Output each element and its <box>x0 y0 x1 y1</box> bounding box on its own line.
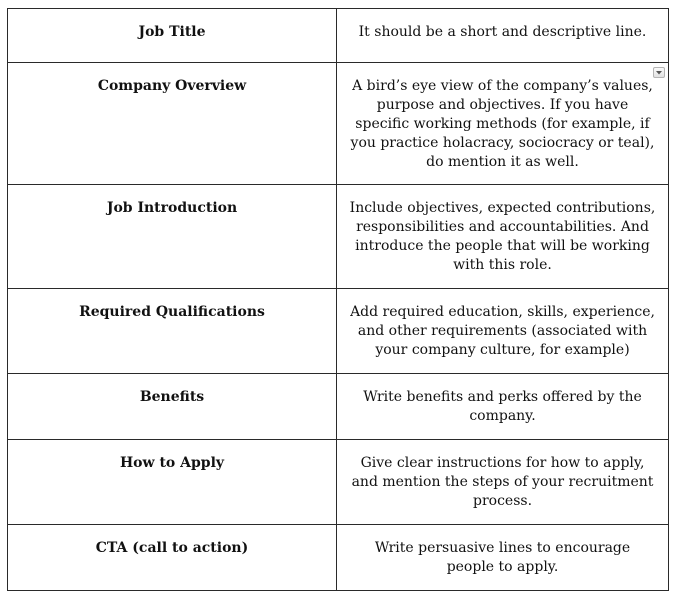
row-description-how-to-apply: Give clear instructions for how to apply, and mention the steps of your recruitment process. <box>337 440 669 525</box>
row-description-job-introduction: Include objectives, expected contributions, responsibilities and accountabilities. And introduce the people that will be working with this role. <box>337 185 669 289</box>
table-row <box>8 440 669 525</box>
row-description-benefits: Write benefits and perks offered by the company. <box>337 374 669 440</box>
chevron-down-icon <box>654 68 664 77</box>
row-description-company-overview-cell <box>337 63 669 185</box>
row-description-job-title: It should be a short and descriptive line. <box>337 9 669 63</box>
table-row <box>8 374 669 440</box>
row-description-required-qualifications: Add required education, skills, experience, and other requirements (associated with your company culture, for example) <box>337 289 669 374</box>
row-label-required-qualifications: Required Qualifications <box>8 289 337 374</box>
row-label-cta: CTA (call to action) <box>8 525 337 591</box>
row-description-company-overview: A bird’s eye view of the company’s values, purpose and objectives. If you have specific working methods (for example, if you practice holacracy, sociocracy or teal), do mention it as well. <box>350 78 655 170</box>
row-label-benefits: Benefits <box>8 374 337 440</box>
table-row <box>8 9 669 63</box>
table-row <box>8 525 669 591</box>
row-label-job-introduction: Job Introduction <box>8 185 337 289</box>
job-description-table <box>7 8 669 591</box>
table-row <box>8 63 669 185</box>
table-row <box>8 185 669 289</box>
cell-dropdown-button[interactable] <box>653 67 665 78</box>
row-label-company-overview: Company Overview <box>8 63 337 185</box>
table-row <box>8 289 669 374</box>
row-label-how-to-apply: How to Apply <box>8 440 337 525</box>
row-label-job-title: Job Title <box>8 9 337 63</box>
row-description-cta: Write persuasive lines to encourage people to apply. <box>337 525 669 591</box>
